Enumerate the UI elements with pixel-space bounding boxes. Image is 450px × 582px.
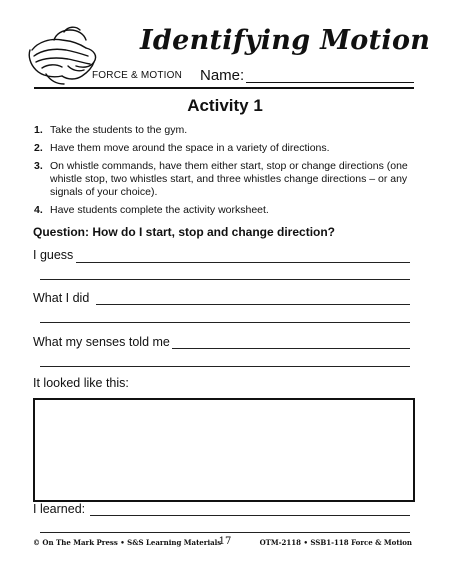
hands-logo-icon bbox=[24, 20, 110, 92]
what-i-did-label: What I did bbox=[33, 291, 90, 305]
step-text: Have students complete the activity worksheet. bbox=[50, 204, 269, 216]
topic-label: FORCE & MOTION bbox=[92, 70, 183, 81]
step-text: Take the students to the gym. bbox=[50, 124, 188, 136]
senses-line-2[interactable] bbox=[40, 366, 410, 367]
page-number: 17 bbox=[218, 536, 232, 547]
step-number: 2. bbox=[34, 142, 43, 154]
drawing-box[interactable] bbox=[33, 398, 415, 502]
name-label: Name: bbox=[200, 67, 245, 84]
looked-like-label: It looked like this: bbox=[33, 376, 129, 390]
instructions-list bbox=[34, 124, 419, 222]
what-i-did-line-1[interactable] bbox=[96, 304, 410, 305]
step-text: Have them move around the space in a variety of directions. bbox=[50, 142, 330, 154]
step-text: On whistle commands, have them either start, stop or change directions (one whistle stop, two whistles start, and three whistles change directions – or any signals of your choice). bbox=[50, 160, 408, 198]
step-number: 4. bbox=[34, 204, 43, 216]
what-i-did-line-2[interactable] bbox=[40, 322, 410, 323]
list-item bbox=[34, 204, 419, 217]
step-number: 1. bbox=[34, 124, 43, 136]
list-item bbox=[34, 142, 419, 155]
guess-line-2[interactable] bbox=[40, 279, 410, 280]
page-title: Identifying Motion bbox=[140, 25, 431, 56]
senses-line-1[interactable] bbox=[172, 348, 410, 349]
learned-label: I learned: bbox=[33, 502, 86, 516]
header-divider bbox=[34, 87, 414, 89]
step-number: 3. bbox=[34, 160, 43, 172]
footer-product-code: OTM-2118 • SSB1-118 Force & Motion bbox=[259, 538, 412, 547]
activity-title: Activity 1 bbox=[187, 96, 263, 115]
footer-copyright: © On The Mark Press • S&S Learning Materials bbox=[33, 538, 222, 547]
guess-line-1[interactable] bbox=[76, 262, 410, 263]
senses-label: What my senses told me bbox=[33, 335, 170, 349]
list-item bbox=[34, 124, 419, 137]
question-heading: Question: How do I start, stop and change direction? bbox=[33, 225, 336, 239]
learned-line-2[interactable] bbox=[40, 532, 410, 533]
list-item bbox=[34, 160, 419, 199]
name-field[interactable] bbox=[246, 82, 414, 83]
learned-line-1[interactable] bbox=[90, 515, 410, 516]
guess-label: I guess bbox=[33, 248, 74, 262]
